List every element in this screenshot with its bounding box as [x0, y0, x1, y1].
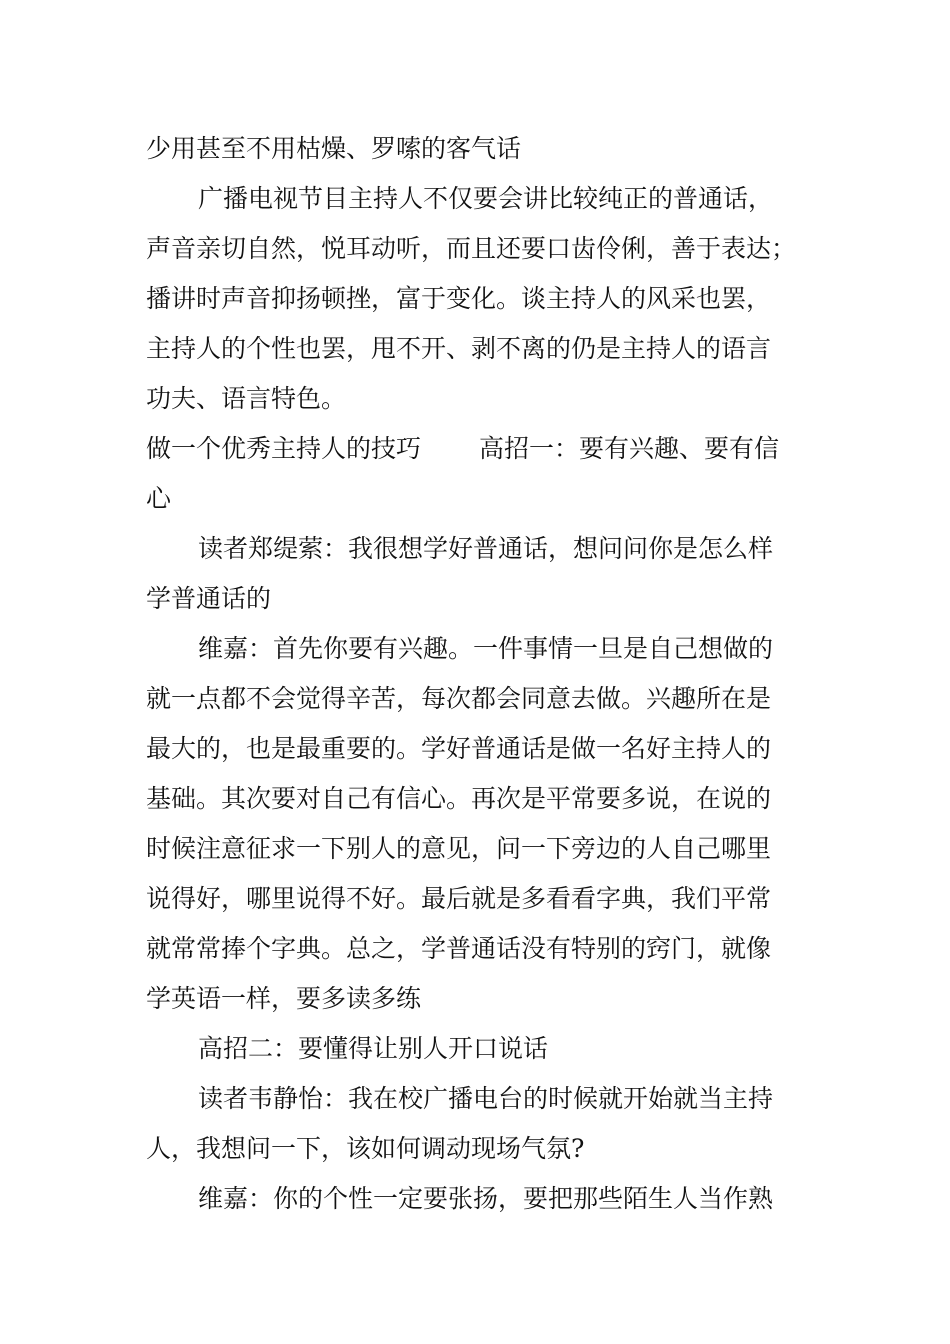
paragraph-line: 维嘉：首先你要有兴趣。一件事情一旦是自己想做的: [198, 634, 774, 663]
text-line: 就常常捧个字典。总之，学普通话没有特别的窍门，就像: [146, 934, 772, 963]
document-page: [146, 124, 806, 1224]
text-line: 播讲时声音抑扬顿挫，富于变化。谈主持人的风采也罢，: [146, 284, 772, 313]
text-line: 人，我想问一下，该如何调动现场气氛?: [146, 1134, 585, 1163]
paragraph-line: 维嘉：你的个性一定要张扬，要把那些陌生人当作熟: [198, 1184, 774, 1213]
tip-heading-2: 高招二：要懂得让别人开口说话: [198, 1034, 549, 1063]
tip-heading-1: 高招一：要有兴趣、要有信: [479, 434, 780, 463]
section-heading-line: [146, 424, 806, 474]
text-line: 功夫、语言特色。: [146, 384, 347, 413]
text-line: 最大的，也是最重要的。学好普通话是做一名好主持人的: [146, 734, 772, 763]
paragraph-line: 读者郑缇萦：我很想学好普通话，想问问你是怎么样: [198, 534, 774, 563]
paragraph-line: 广播电视节目主持人不仅要会讲比较纯正的普通话，: [198, 184, 774, 213]
text-line: 学普通话的: [146, 584, 272, 613]
text-line: 就一点都不会觉得辛苦，每次都会同意去做。兴趣所在是: [146, 684, 772, 713]
text-line: 基础。其次要对自己有信心。再次是平常要多说，在说的: [146, 784, 772, 813]
text-line: 学英语一样，要多读多练: [146, 984, 422, 1013]
paragraph-line: 读者韦静怡：我在校广播电台的时候就开始就当主持: [198, 1084, 774, 1113]
text-line: 时候注意征求一下别人的意见，问一下旁边的人自己哪里: [146, 834, 772, 863]
text-line: 声音亲切自然，悦耳动听，而且还要口齿伶俐，善于表达；: [146, 234, 797, 263]
text-line: 主持人的个性也罢，甩不开、剥不离的仍是主持人的语言: [146, 334, 772, 363]
text-line: 心: [146, 484, 172, 513]
text-line: 少用甚至不用枯燥、罗嗦的客气话: [146, 134, 522, 163]
section-heading: 做一个优秀主持人的技巧: [146, 434, 422, 463]
text-line: 说得好，哪里说得不好。最后就是多看看字典，我们平常: [146, 884, 772, 913]
